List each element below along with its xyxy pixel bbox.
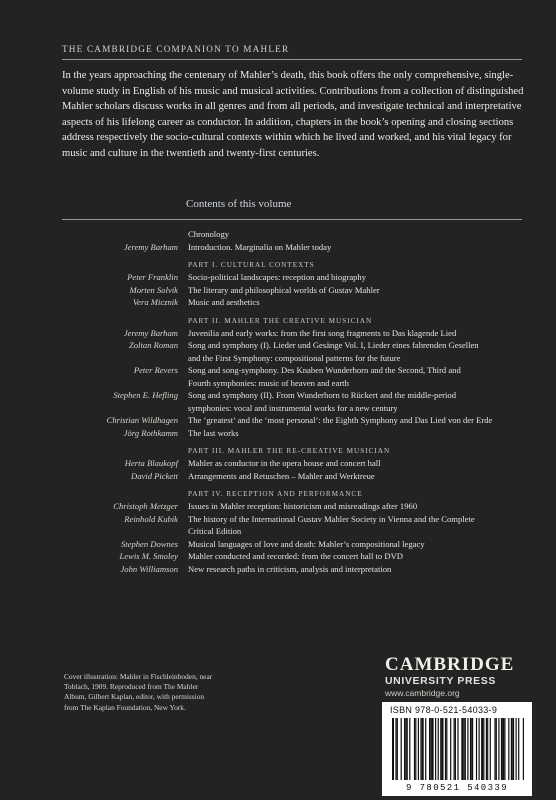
publisher-press: UNIVERSITY PRESS (385, 675, 496, 687)
chapter-title: The last works (188, 427, 239, 438)
toc-chapter-line (60, 427, 530, 440)
toc-chapter-line (60, 500, 530, 513)
barcode-bar (454, 718, 455, 780)
contents-rule (62, 219, 522, 220)
barcode-bar (490, 718, 491, 780)
barcode-bar (407, 718, 408, 780)
part-spacer (60, 488, 188, 500)
chapter-title: Mahler conducted and recorded: from the concert hall to DVD (188, 551, 403, 561)
chapter-author: Christian Wildhagen (106, 415, 178, 425)
chapter-author: John Williamson (120, 563, 178, 574)
chapter-title: The literary and philosophical worlds of Gustav Mahler (188, 284, 380, 295)
chapter-title: symphonies: vocal and instrumental works for a new century (188, 402, 398, 413)
toc-chapter-line (60, 563, 530, 576)
chapter-author: Stephen Downes (120, 538, 178, 549)
barcode-bar (498, 718, 499, 780)
barcode-bar (397, 718, 398, 780)
chapter-author (60, 352, 188, 365)
barcode-bar (463, 718, 464, 780)
part-label: PART II. MAHLER THE CREATIVE MUSICIAN (188, 316, 373, 325)
toc-chapter-line (60, 377, 530, 390)
part-spacer (60, 259, 188, 271)
blurb-paragraph: In the years approaching the centenary of Mahler’s death, this book offers the only comprehensive, single-volume study in English of his music and musical activities. Contributions from a collection of distinguished Mahler scholars discuss works in all genres and from all periods, and investigate technical and interpretative aspects of his lifelong career as conductor. In addition, chapters in the book’s opening and closing sections address respectively the socio-cultural contexts within which he lived and worked, and his vital legacy for music and culture in the twentieth and twenty-first centuries. (62, 70, 524, 159)
toc-chapter-line (60, 284, 530, 297)
chapter-author: Jeremy Barham (123, 327, 178, 338)
chapter-author: Stephen E. Hefling (113, 390, 178, 400)
chapter-author: Reinhold Kubik (124, 513, 178, 524)
chapter-title: New research paths in criticism, analysis and interpretation (188, 563, 392, 574)
toc-chapter-line (60, 538, 530, 551)
chapter-author: Peter Revers (133, 365, 178, 375)
toc-chapter-line (60, 513, 530, 526)
barcode-bar (422, 718, 424, 780)
toc-chapter-line (60, 402, 530, 415)
part-heading (60, 315, 530, 327)
part-heading (60, 445, 530, 457)
barcode-bar (404, 718, 405, 780)
barcode-bar (414, 718, 415, 780)
isbn-text: ISBN 978-0-521-54033-9 (390, 705, 498, 715)
chapter-title: The history of the International Gustav Mahler Society in Vienna and the Complete (188, 513, 475, 524)
toc-chapter-line (60, 296, 530, 309)
chapter-title: Song and symphony (I). Lieder und Gesänge Vol. I, Lieder eines fahrenden Gesellen (188, 340, 479, 350)
chapter-title: Juvenilia and early works: from the first song fragments to Das klagende Lied (188, 327, 457, 338)
barcode-bar (470, 718, 471, 780)
chapter-author: Zoltan Roman (129, 340, 178, 350)
barcode-bar (523, 718, 524, 780)
barcode-bar (438, 718, 439, 780)
chapter-title: Arrangements and Retuschen – Mahler and Werktreue (188, 470, 375, 481)
barcode-bar (435, 718, 436, 780)
chapter-title: Chronology (188, 229, 230, 239)
chapter-title: Music and aesthetics (188, 297, 260, 307)
chapter-author: David Pickett (130, 470, 178, 481)
barcode-number: 9 780521 540339 (405, 783, 508, 793)
barcode-bar (445, 718, 446, 780)
barcode-bar (425, 718, 426, 780)
barcode-bar (487, 718, 488, 780)
barcode-bar (511, 718, 513, 780)
chapter-title: Fourth symphonies: music of heaven and earth (188, 377, 349, 388)
part-label: PART IV. RECEPTION AND PERFORMANCE (188, 490, 363, 498)
publisher-name: CAMBRIDGE (385, 654, 515, 675)
chapter-author: Herta Blaukopf (124, 458, 178, 468)
chapter-author (60, 402, 188, 415)
toc-chapter-line (60, 525, 530, 538)
barcode-bar (415, 718, 416, 780)
chapter-author: Peter Franklin (127, 272, 178, 282)
toc-chapter-line (60, 327, 530, 340)
toc-chapter-line (60, 271, 530, 284)
barcode-bar (516, 718, 517, 780)
part-heading (60, 488, 530, 500)
part-label: PART III. MAHLER THE RE-CREATIVE MUSICIAN (188, 447, 391, 455)
contents-heading: Contents of this volume (186, 198, 292, 210)
barcode-bar (442, 718, 444, 780)
barcode-bar (503, 718, 504, 780)
top-rule (62, 59, 522, 60)
barcode-bar (418, 718, 419, 780)
toc-front-item (60, 228, 530, 241)
toc-chapter-line (60, 550, 530, 563)
barcode-bar (440, 718, 441, 780)
barcode-bar (429, 718, 430, 780)
barcode-bar (508, 718, 509, 780)
chapter-title: Song and symphony (II). From Wunderhorn to Rückert and the middle-period (188, 390, 457, 400)
part-label: PART I. CULTURAL CONTEXTS (188, 261, 315, 269)
chapter-title: and the First Symphony: compositional patterns for the future (188, 352, 401, 363)
barcode-bar (479, 718, 480, 780)
toc-chapter-line (60, 457, 530, 470)
toc-chapter-line (60, 414, 530, 427)
barcode-bar (483, 718, 484, 780)
barcode-panel (382, 702, 532, 796)
barcode-bar (476, 718, 477, 780)
chapter-title: Issues in Mahler reception: historicism and misreadings after 1960 (188, 501, 418, 511)
part-heading (60, 259, 530, 271)
chapter-author: Jeremy Barham (123, 241, 178, 252)
chapter-title: Musical languages of love and death: Mahler’s compositional legacy (188, 538, 425, 549)
publisher-logo (385, 655, 535, 699)
table-of-contents (60, 228, 530, 575)
barcode-bar (409, 718, 410, 780)
barcode-bar (457, 718, 458, 780)
chapter-title: The ‘greatest’ and the ‘most personal’: the Eighth Symphony and Das Lied von der Erde (188, 415, 493, 425)
chapter-author: Morten Solvik (129, 284, 178, 295)
chapter-title: Critical Edition (188, 526, 242, 536)
barcode-bar (432, 718, 434, 780)
publisher-url: www.cambridge.org (385, 688, 460, 698)
barcode-bar (481, 718, 483, 780)
barcode-bar (420, 718, 421, 780)
chapter-author: Vera Micznik (132, 297, 178, 307)
barcode-image (390, 718, 524, 782)
chapter-author: Jörg Rothkamm (123, 427, 178, 438)
toc-chapter-line (60, 470, 530, 483)
barcode-bar (471, 718, 473, 780)
barcode-bar (395, 718, 396, 780)
cover-credit: Cover illustration: Mahler in Fischleinboden, near Toblach, 1909. Reproduced from The Mahler Album, Gilbert Kaplan, editor, with permission from The Kaplan Foundation, New York. (64, 672, 213, 712)
barcode-bar (504, 718, 505, 780)
barcode-bar (455, 718, 456, 780)
chapter-author (60, 525, 188, 538)
barcode-bar (392, 718, 394, 780)
chapter-author: Christoph Metzger (113, 501, 178, 511)
barcode-bar (450, 718, 451, 780)
barcode-bar (405, 718, 406, 780)
barcode-bar (513, 718, 514, 780)
series-title: THE CAMBRIDGE COMPANION TO MAHLER (62, 44, 290, 54)
chapter-author (60, 377, 188, 390)
chapter-title: Socio-political landscapes: reception and biography (188, 272, 367, 282)
chapter-title: Mahler as conductor in the opera house and concert hall (188, 458, 381, 468)
toc-front-item (60, 241, 530, 254)
toc-chapter-line (60, 339, 530, 352)
toc-chapter-line (60, 352, 530, 365)
part-spacer (60, 315, 188, 327)
barcode-bar (446, 718, 447, 780)
barcode-bar (496, 718, 497, 780)
barcode-bar (494, 718, 495, 780)
barcode-bar (430, 718, 431, 780)
barcode-bar (465, 718, 466, 780)
barcode-bar (501, 718, 503, 780)
chapter-author: Lewis M. Smoley (119, 551, 178, 561)
part-spacer (60, 445, 188, 457)
chapter-title: Song and song-symphony. Des Knaben Wunderhorn and the Second, Third and (188, 365, 461, 375)
barcode-bar (518, 718, 519, 780)
barcode-bar (486, 718, 487, 780)
chapter-author (60, 228, 188, 241)
barcode-bar (461, 718, 463, 780)
barcode-bar (401, 718, 402, 780)
toc-chapter-line (60, 389, 530, 402)
barcode-bar (467, 718, 468, 780)
chapter-title: Introduction. Marginalia on Mahler today (188, 241, 332, 252)
toc-chapter-line (60, 364, 530, 377)
